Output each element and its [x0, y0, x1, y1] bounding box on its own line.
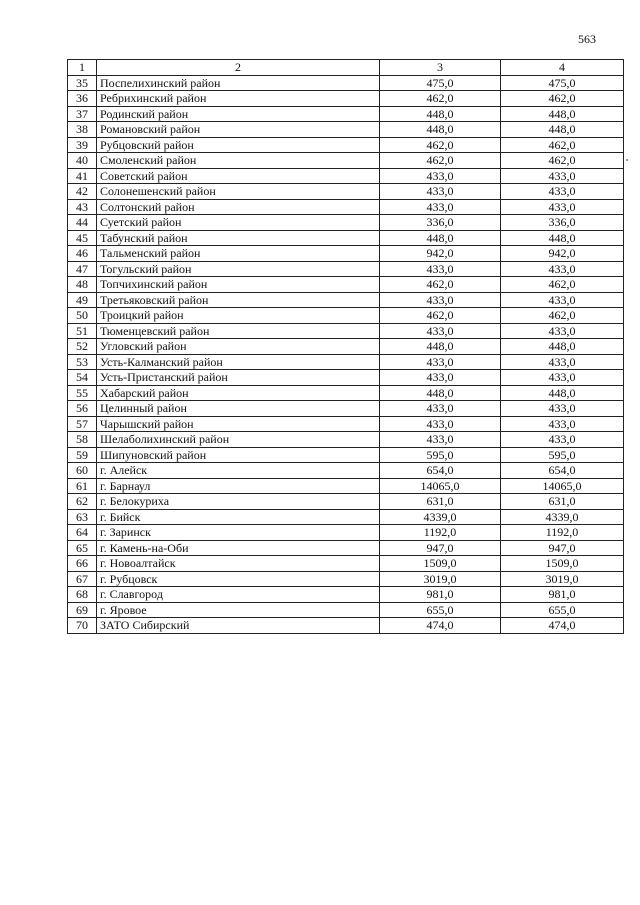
- page-number: 563: [578, 32, 596, 46]
- table-row: [68, 370, 624, 386]
- value-col4-cell: 448,0: [501, 122, 624, 138]
- value-col4-cell: 3019,0: [501, 571, 624, 587]
- value-col3-cell: 462,0: [380, 137, 501, 153]
- column-header-4: 4: [501, 60, 624, 76]
- row-number-cell: 58: [68, 432, 97, 448]
- district-name-cell: Хабарский район: [97, 385, 380, 401]
- district-name-cell: Рубцовский район: [97, 137, 380, 153]
- row-number-cell: 63: [68, 509, 97, 525]
- table-body: [68, 75, 624, 633]
- row-number-cell: 41: [68, 168, 97, 184]
- value-col4-cell: 433,0: [501, 292, 624, 308]
- header-row: [68, 60, 624, 76]
- row-number-cell: 65: [68, 540, 97, 556]
- value-col4-cell: 433,0: [501, 401, 624, 417]
- value-col3-cell: 336,0: [380, 215, 501, 231]
- value-col4-cell: 448,0: [501, 106, 624, 122]
- value-col3-cell: 433,0: [380, 168, 501, 184]
- value-col3-cell: 462,0: [380, 153, 501, 169]
- column-header-1: 1: [68, 60, 97, 76]
- value-col4-cell: 433,0: [501, 261, 624, 277]
- row-number-cell: 45: [68, 230, 97, 246]
- value-col3-cell: 942,0: [380, 246, 501, 262]
- value-col3-cell: 448,0: [380, 339, 501, 355]
- column-header-3: 3: [380, 60, 501, 76]
- value-col4-cell: 942,0: [501, 246, 624, 262]
- row-number-cell: 54: [68, 370, 97, 386]
- district-name-cell: г. Бийск: [97, 509, 380, 525]
- value-col3-cell: 4339,0: [380, 509, 501, 525]
- row-number-cell: 47: [68, 261, 97, 277]
- district-name-cell: Троицкий район: [97, 308, 380, 324]
- district-name-cell: Тальменский район: [97, 246, 380, 262]
- district-name-cell: г. Новоалтайск: [97, 556, 380, 572]
- value-col4-cell: 336,0: [501, 215, 624, 231]
- table-row: [68, 556, 624, 572]
- table-row: [68, 261, 624, 277]
- district-name-cell: Топчихинский район: [97, 277, 380, 293]
- value-col3-cell: 433,0: [380, 199, 501, 215]
- row-number-cell: 57: [68, 416, 97, 432]
- value-col4-cell: 595,0: [501, 447, 624, 463]
- district-name-cell: Смоленский район: [97, 153, 380, 169]
- value-col3-cell: 448,0: [380, 385, 501, 401]
- value-col4-cell: 433,0: [501, 416, 624, 432]
- row-number-cell: 36: [68, 91, 97, 107]
- value-col3-cell: 433,0: [380, 184, 501, 200]
- district-name-cell: г. Барнаул: [97, 478, 380, 494]
- value-col3-cell: 448,0: [380, 230, 501, 246]
- value-col3-cell: 462,0: [380, 277, 501, 293]
- value-col3-cell: 595,0: [380, 447, 501, 463]
- district-name-cell: г. Камень-на-Оби: [97, 540, 380, 556]
- value-col3-cell: 433,0: [380, 370, 501, 386]
- value-col4-cell: 462,0: [501, 153, 624, 169]
- district-name-cell: г. Белокуриха: [97, 494, 380, 510]
- table-row: [68, 168, 624, 184]
- table-row: [68, 230, 624, 246]
- row-number-cell: 60: [68, 463, 97, 479]
- table-row: [68, 199, 624, 215]
- value-col3-cell: 631,0: [380, 494, 501, 510]
- table-row: [68, 153, 624, 169]
- table-row: [68, 215, 624, 231]
- value-col3-cell: 448,0: [380, 106, 501, 122]
- value-col4-cell: 433,0: [501, 168, 624, 184]
- district-name-cell: Ребрихинский район: [97, 91, 380, 107]
- district-name-cell: Тогульский район: [97, 261, 380, 277]
- value-col4-cell: 433,0: [501, 432, 624, 448]
- row-number-cell: 43: [68, 199, 97, 215]
- value-col4-cell: 947,0: [501, 540, 624, 556]
- value-col3-cell: 433,0: [380, 261, 501, 277]
- row-number-cell: 37: [68, 106, 97, 122]
- value-col3-cell: 14065,0: [380, 478, 501, 494]
- row-number-cell: 46: [68, 246, 97, 262]
- table-row: [68, 401, 624, 417]
- row-number-cell: 70: [68, 618, 97, 634]
- row-number-cell: 53: [68, 354, 97, 370]
- row-number-cell: 68: [68, 587, 97, 603]
- district-name-cell: Шелаболихинский район: [97, 432, 380, 448]
- district-name-cell: Шипуновский район: [97, 447, 380, 463]
- district-name-cell: Романовский район: [97, 122, 380, 138]
- table-row: [68, 106, 624, 122]
- row-number-cell: 38: [68, 122, 97, 138]
- value-col4-cell: 448,0: [501, 230, 624, 246]
- row-number-cell: 55: [68, 385, 97, 401]
- table-row: [68, 137, 624, 153]
- row-number-cell: 62: [68, 494, 97, 510]
- value-col4-cell: 655,0: [501, 602, 624, 618]
- district-name-cell: г. Яровое: [97, 602, 380, 618]
- value-col4-cell: 433,0: [501, 323, 624, 339]
- row-number-cell: 44: [68, 215, 97, 231]
- row-number-cell: 69: [68, 602, 97, 618]
- district-name-cell: Родинский район: [97, 106, 380, 122]
- value-col4-cell: 433,0: [501, 199, 624, 215]
- table-header: [68, 60, 624, 76]
- district-name-cell: Усть-Калманский район: [97, 354, 380, 370]
- table-row: [68, 246, 624, 262]
- table-row: [68, 571, 624, 587]
- district-name-cell: Чарышский район: [97, 416, 380, 432]
- row-number-cell: 61: [68, 478, 97, 494]
- value-col3-cell: 654,0: [380, 463, 501, 479]
- value-col4-cell: 475,0: [501, 75, 624, 91]
- row-number-cell: 39: [68, 137, 97, 153]
- row-number-cell: 67: [68, 571, 97, 587]
- value-col4-cell: 1192,0: [501, 525, 624, 541]
- value-col3-cell: 448,0: [380, 122, 501, 138]
- table-row: [68, 432, 624, 448]
- value-col3-cell: 1192,0: [380, 525, 501, 541]
- value-col4-cell: 631,0: [501, 494, 624, 510]
- value-col4-cell: 14065,0: [501, 478, 624, 494]
- value-col3-cell: 1509,0: [380, 556, 501, 572]
- value-col4-cell: 448,0: [501, 385, 624, 401]
- district-name-cell: Угловский район: [97, 339, 380, 355]
- district-name-cell: Тюменцевский район: [97, 323, 380, 339]
- value-col3-cell: 475,0: [380, 75, 501, 91]
- value-col3-cell: 433,0: [380, 323, 501, 339]
- district-name-cell: г. Заринск: [97, 525, 380, 541]
- table-row: [68, 122, 624, 138]
- value-col3-cell: 433,0: [380, 292, 501, 308]
- value-col4-cell: 462,0: [501, 137, 624, 153]
- district-name-cell: Табунский район: [97, 230, 380, 246]
- table-row: [68, 509, 624, 525]
- district-name-cell: Советский район: [97, 168, 380, 184]
- table-row: [68, 354, 624, 370]
- district-name-cell: Целинный район: [97, 401, 380, 417]
- value-col4-cell: 1509,0: [501, 556, 624, 572]
- value-col3-cell: 433,0: [380, 432, 501, 448]
- district-name-cell: Солтонский район: [97, 199, 380, 215]
- value-col4-cell: 448,0: [501, 339, 624, 355]
- value-col3-cell: 655,0: [380, 602, 501, 618]
- row-number-cell: 48: [68, 277, 97, 293]
- district-name-cell: Усть-Пристанский район: [97, 370, 380, 386]
- column-header-2: 2: [97, 60, 380, 76]
- value-col4-cell: 981,0: [501, 587, 624, 603]
- table-row: [68, 339, 624, 355]
- value-col4-cell: 462,0: [501, 308, 624, 324]
- row-number-cell: 35: [68, 75, 97, 91]
- table-row: [68, 91, 624, 107]
- value-col4-cell: 474,0: [501, 618, 624, 634]
- table-row: [68, 416, 624, 432]
- value-col3-cell: 947,0: [380, 540, 501, 556]
- table-row: [68, 463, 624, 479]
- district-name-cell: Суетский район: [97, 215, 380, 231]
- row-number-cell: 51: [68, 323, 97, 339]
- value-col3-cell: 462,0: [380, 308, 501, 324]
- value-col4-cell: 462,0: [501, 91, 624, 107]
- data-table: [67, 59, 624, 634]
- value-col3-cell: 981,0: [380, 587, 501, 603]
- value-col4-cell: 462,0: [501, 277, 624, 293]
- district-name-cell: Поспелихинский район: [97, 75, 380, 91]
- value-col3-cell: 433,0: [380, 416, 501, 432]
- district-name-cell: г. Славгород: [97, 587, 380, 603]
- table-row: [68, 308, 624, 324]
- scan-speck: [626, 159, 628, 161]
- table-row: [68, 525, 624, 541]
- table-row: [68, 478, 624, 494]
- district-name-cell: г. Рубцовск: [97, 571, 380, 587]
- value-col3-cell: 3019,0: [380, 571, 501, 587]
- table-row: [68, 277, 624, 293]
- row-number-cell: 50: [68, 308, 97, 324]
- district-name-cell: Третьяковский район: [97, 292, 380, 308]
- row-number-cell: 66: [68, 556, 97, 572]
- district-name-cell: ЗАТО Сибирский: [97, 618, 380, 634]
- table-row: [68, 184, 624, 200]
- row-number-cell: 42: [68, 184, 97, 200]
- table-row: [68, 292, 624, 308]
- row-number-cell: 40: [68, 153, 97, 169]
- district-name-cell: г. Алейск: [97, 463, 380, 479]
- table-row: [68, 447, 624, 463]
- row-number-cell: 49: [68, 292, 97, 308]
- row-number-cell: 52: [68, 339, 97, 355]
- value-col3-cell: 462,0: [380, 91, 501, 107]
- table-row: [68, 540, 624, 556]
- value-col4-cell: 4339,0: [501, 509, 624, 525]
- value-col4-cell: 433,0: [501, 184, 624, 200]
- value-col4-cell: 433,0: [501, 354, 624, 370]
- value-col4-cell: 433,0: [501, 370, 624, 386]
- table-row: [68, 323, 624, 339]
- table-row: [68, 75, 624, 91]
- table-row: [68, 587, 624, 603]
- table-row: [68, 385, 624, 401]
- row-number-cell: 64: [68, 525, 97, 541]
- row-number-cell: 59: [68, 447, 97, 463]
- value-col3-cell: 433,0: [380, 354, 501, 370]
- table-row: [68, 494, 624, 510]
- value-col4-cell: 654,0: [501, 463, 624, 479]
- table-row: [68, 618, 624, 634]
- value-col3-cell: 433,0: [380, 401, 501, 417]
- district-name-cell: Солонешенский район: [97, 184, 380, 200]
- table-row: [68, 602, 624, 618]
- row-number-cell: 56: [68, 401, 97, 417]
- value-col3-cell: 474,0: [380, 618, 501, 634]
